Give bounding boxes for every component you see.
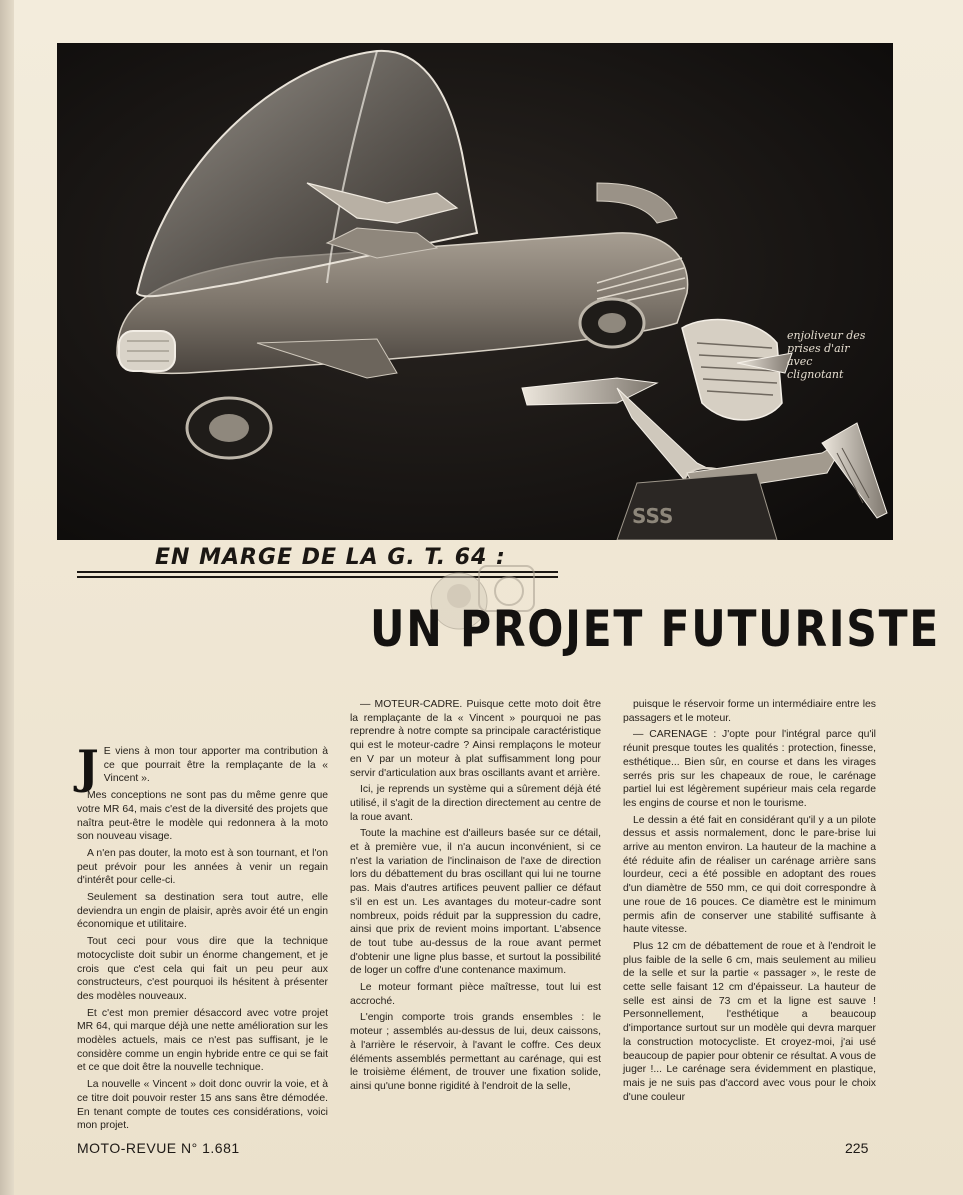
- paragraph: La nouvelle « Vincent » doit donc ouvrir la voie, et à ce titre doit pouvoir rester 15 ans sans être démodée. En tenant compte de toutes ces considérations, voici mon projet.: [77, 1079, 328, 1132]
- paragraph: Seulement sa destination sera tout autre, elle deviendra un engin de plaisir, après avoir été un engin économique et utilitaire.: [77, 892, 328, 931]
- paragraph: Mes conceptions ne sont pas du même genre que votre MR 64, mais c'est de la diversité des projets que naîtra peut-être le modèle qui redonnera à la moto son nouveau visage.: [77, 790, 328, 843]
- paragraph: — MOTEUR-CADRE. Puisque cette moto doit être la remplaçante de la « Vincent » pourquoi ne pas reprendre à notre compte sa principale caractéristique qui est le moteur-cadre ? Ainsi remplaçons le moteur en V par un moteur à plat suffisamment long pour servir d'articulation aux bras oscillants avant et arrière.: [350, 699, 601, 779]
- paragraph: Toute la machine est d'ailleurs basée sur ce détail, et à première vue, il n'a aucun inconvénient, si ce n'est la variation de l'inclinaison de l'axe de direction lors du débattement du bras oscillant qui lui ne tourne pas. Mais d'autres artifices peuvent pallier ce défaut s'il en est un. Les avantages du moteur-cadre sont nombreux, poids réduit par la suppression du cadre, ainsi que prix de revient moins important. L'absence de tout tube au-dessus de la roue avant permet d'obtenir une ligne plus basse, et surtout la possibilité de loger un coffre d'une contenance maximum.: [350, 828, 601, 977]
- lead-paragraph: [77, 740, 328, 794]
- illustration-annotation: [787, 329, 887, 381]
- annotation-line: avec: [787, 355, 813, 368]
- article-headline: UN PROJET FUTURISTE: [370, 600, 941, 658]
- paragraph: — CARENAGE : J'opte pour l'intégral parce qu'il réunit presque toutes les qualités : protection, finesse, esthétique... Bien sûr, en course et dans les virages serrés pris sur les chapeaux de roue, le carénage partiel lui est légèrement supérieur mais cela regarde les engins de course et non le tourisme.: [623, 729, 876, 809]
- motorcycle-illustration: [57, 43, 893, 540]
- article-kicker: EN MARGE DE LA G. T. 64 :: [155, 545, 506, 570]
- page-edge: [0, 0, 14, 1195]
- drop-cap: J: [77, 740, 99, 794]
- article-column-3: [623, 698, 876, 1107]
- fairing-drawing: [57, 43, 893, 540]
- paragraph: Ici, je reprends un système qui a sûrement déjà été utilisé, il s'agit de la direction directement au centre de la roue avant.: [350, 784, 601, 823]
- annotation-line: clignotant: [787, 368, 844, 381]
- article-column-2: [350, 698, 601, 1097]
- article-column-1: [77, 740, 328, 1136]
- paragraph: Plus 12 cm de débattement de roue et à l'endroit le plus faible de la selle 6 cm, mais seulement au milieu de la selle et sur la partie « passager », le reste de cette selle faisant 12 cm d'épaisseur. La hauteur de selle est ainsi de 73 cm et la ligne est sauve ! Personnellement, l'esthétique a beaucoup d'importance surtout sur un modèle qui devra marquer la construction motocycliste. Et croyez-moi, j'ai usé beaucoup de papier pour obtenir ce résultat. A vous de juger !... Le carénage sera évidemment en plastique, mais je ne suis pas d'accord avec vous pour le choix d'une couleur: [623, 940, 876, 1103]
- paragraph: Et c'est mon premier désaccord avec votre projet MR 64, qui marque déjà une nette amélioration sur les modèles actuels, mais ce n'est pas suffisant, je le considère comme un engin hybride entre ce qui se fait et ce que doit être la nouvelle technique.: [77, 1007, 328, 1074]
- paragraph: Le dessin a été fait en considérant qu'il y a un pilote dessus et assis normalement, donc le pare-brise lui arrive au menton environ. La hauteur de la machine a été réduite afin de réaliser un carénage arrière sans lourdeur, ceci a été possible en adoptant des roues d'un diamètre de 550 mm, ce qui doit correspondre à une roue de 16 pouces. Ce diamètre est le minimum permis afin de conserver une stabilité suffisante à haute vitesse.: [623, 814, 876, 936]
- publication-footer: MOTO-REVUE N° 1.681: [77, 1140, 240, 1156]
- paragraph: puisque le réservoir forme un intermédiaire entre les passagers et le moteur.: [623, 699, 876, 724]
- paragraph: A n'en pas douter, la moto est à son tournant, et l'on peut prévoir pour les années à venir un regain d'intérêt pour celle-ci.: [77, 847, 328, 887]
- paragraph: Tout ceci pour vous dire que la technique motocycliste doit subir un énorme changement, et je crois que c'est cela qui fait un peu peur aux constructeurs, c'est pourquoi ils hésitent à présenter des modèles nouveaux.: [77, 936, 328, 1002]
- paragraph: L'engin comporte trois grands ensembles : le moteur ; assemblés au-dessus de lui, deux caissons, à l'arrière le réservoir, à l'avant le coffre. Ces deux éléments assemblés permettant au carénage, qui est le troisième élément, de trouver une fixation solide, ainsi qu'une bonne rigidité à l'endroit de la selle,: [350, 1012, 601, 1092]
- annotation-line: prises d'air: [787, 342, 850, 355]
- paragraph: E viens à mon tour apporter ma contribution à ce que pourrait être la remplaçante de la « Vincent ».: [103, 746, 328, 785]
- page-number: 225: [845, 1140, 869, 1156]
- annotation-line: enjoliveur des: [787, 329, 866, 342]
- svg-text:SSS: SSS: [632, 504, 674, 528]
- paragraph: Le moteur formant pièce maîtresse, tout lui est accroché.: [350, 982, 601, 1007]
